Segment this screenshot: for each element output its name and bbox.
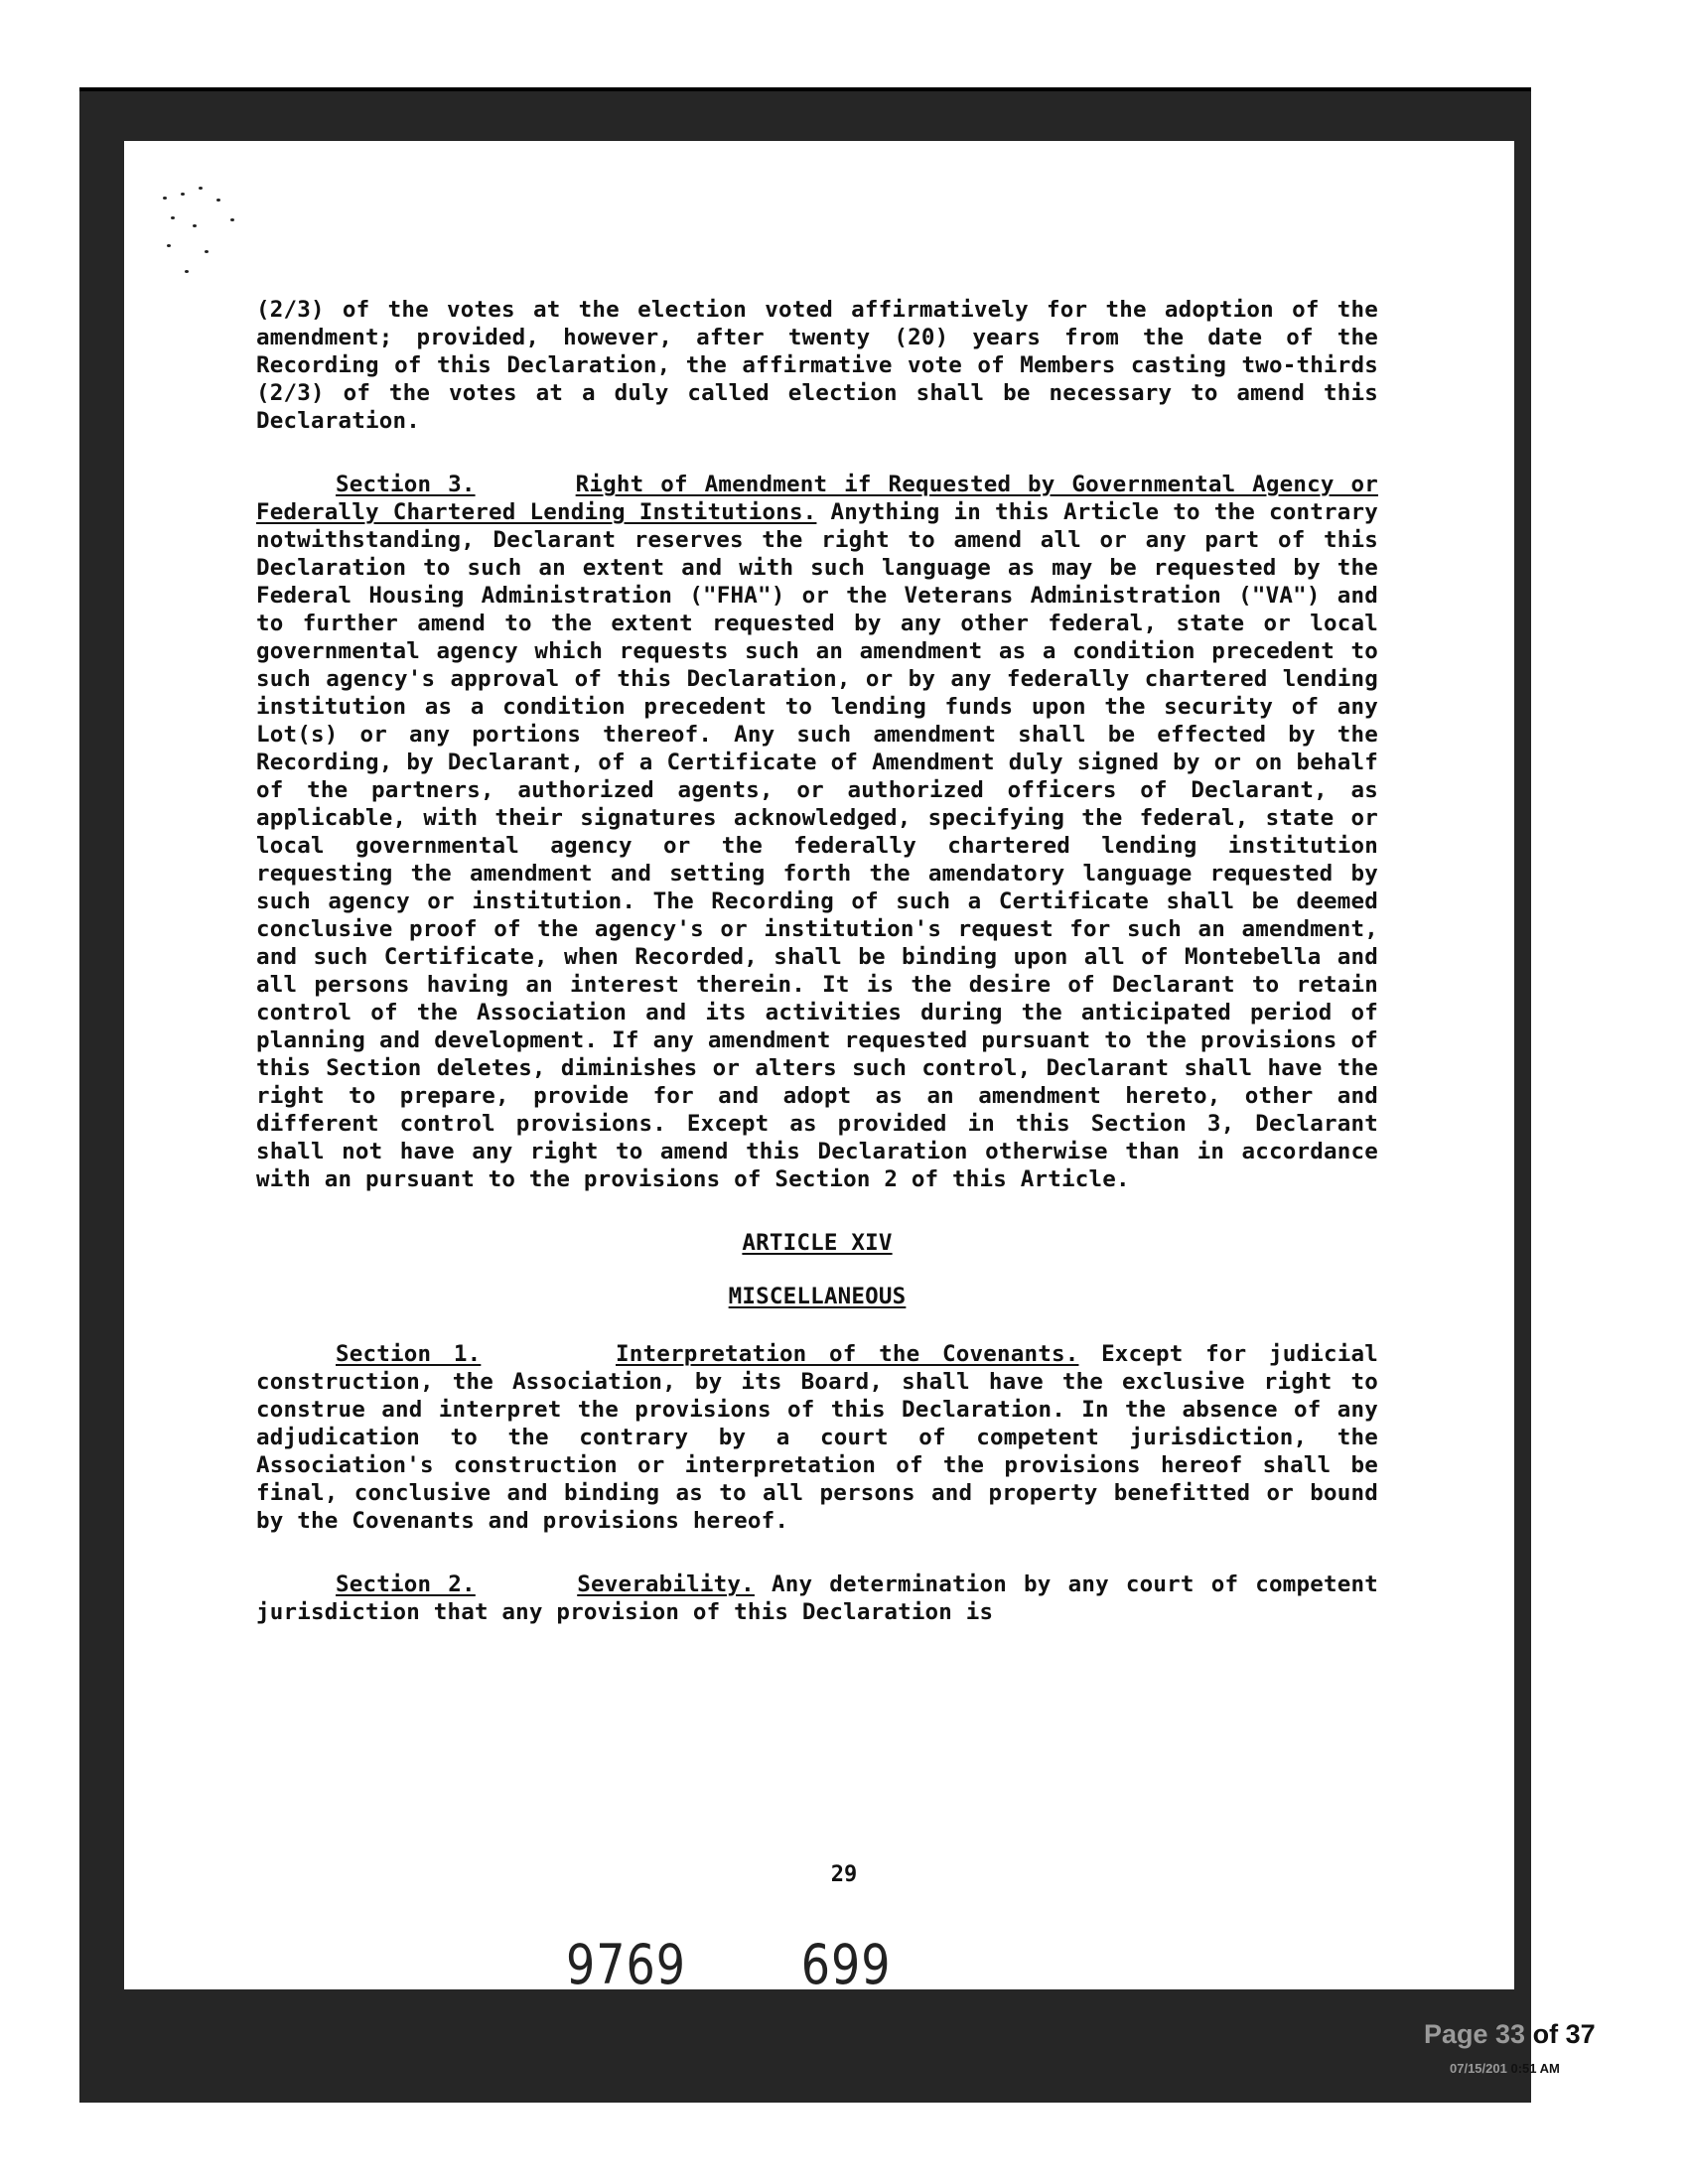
viewer-page-label: Page 33 [1424,2019,1526,2049]
section-3-label: Section 3. [336,472,476,497]
section-2-label: Section 2. [336,1571,476,1597]
page-number: 29 [830,1862,858,1887]
document-body [256,296,1378,1662]
section-3-title: Right of Amendment if Requested by Governmental Agency or Federally Chartered Lending Institutions. [256,472,1378,525]
paragraph-continuation: (2/3) of the votes at the election voted affirmatively for the adoption of the amendment; provided, however, after twenty (20) years from the date of the Recording of this Declaration, the affirmative vote of Members casting two-thirds (2/3) of the votes at a duly called election shall be necessary to amend this Declaration. [256,297,1378,434]
book-number: 9769 [566,1932,687,1997]
recording-book-page [566,1933,892,1997]
section-1-body: Except for judicial construction, the Association, by its Board, shall have the exclusive right to construe and interpret the provisions of this Declaration. In the absence of any adjudication to the contrary by a court of competent jurisdiction, the Association's construction or interpretation of the provisions hereof shall be final, conclusive and binding as to all persons and property benefitted or bound by the Covenants and provisions hereof. [256,1341,1378,1534]
article-heading: ARTICLE XIV [742,1230,893,1256]
scan-frame-top-edge [79,87,1531,91]
section-1-label: Section 1. [336,1341,482,1367]
viewer-page-total: of 37 [1532,2019,1596,2049]
section-2-paragraph [256,1570,1378,1626]
viewer-timestamp-date: 07/15/201 [1450,2061,1507,2076]
article-subheading: MISCELLANEOUS [728,1284,907,1309]
scan-specks [159,179,278,288]
viewer-timestamp [1450,2061,1560,2076]
book-page-number: 699 [800,1932,892,1997]
viewer-timestamp-time: 0:51 AM [1510,2061,1560,2076]
section-3-paragraph [256,471,1378,1193]
section-1-paragraph [256,1340,1378,1535]
section-2-title: Severability. [577,1571,755,1597]
section-2-body: Any determination by any court of competent jurisdiction that any provision of this Declaration is [256,1571,1378,1625]
viewer-page-counter [1424,2019,1596,2050]
section-1-title: Interpretation of the Covenants. [615,1341,1079,1367]
section-3-body: Anything in this Article to the contrary notwithstanding, Declarant reserves the right to amend all or any part of this Declaration to such an extent and with such language as may be requested by the Federal Housing Administration ("FHA") or the Veterans Administration ("VA") and to further amend to the extent requested by any other federal, state or local governmental agency which requests such an amendment as a condition precedent to such agency's approval of this Declaration, or by any federally chartered lending institution as a condition precedent to lending funds upon the security of any Lot(s) or any portions thereof. Any such amendment shall be effected by the Recording, by Declarant, of a Certificate of Amendment duly signed by or on behalf of the partners, authorized agents, or authorized officers of Declarant, as applicable, with their signatures acknowledged, specifying the federal, state or local governmental agency or the federally chartered lending institution requesting the amendment and setting forth the amendatory language requested by such agency or institution. The Recording of such a Certificate shall be deemed conclusive proof of the agency's or institution's request for such an amendment, and such Certificate, when Recorded, shall be binding upon all of Montebella and all persons having an interest therein. It is the desire of Declarant to retain control of the Association and its activities during the anticipated period of planning and development. If any amendment requested pursuant to the provisions of this Section deletes, diminishes or alters such control, Declarant shall have the right to prepare, provide for and adopt as an amendment hereto, other and different control provisions. Except as provided in this Section 3, Declarant shall not have any right to amend this Declaration otherwise than in accordance with an pursuant to the provisions of Section 2 of this Article. [256,499,1378,1192]
